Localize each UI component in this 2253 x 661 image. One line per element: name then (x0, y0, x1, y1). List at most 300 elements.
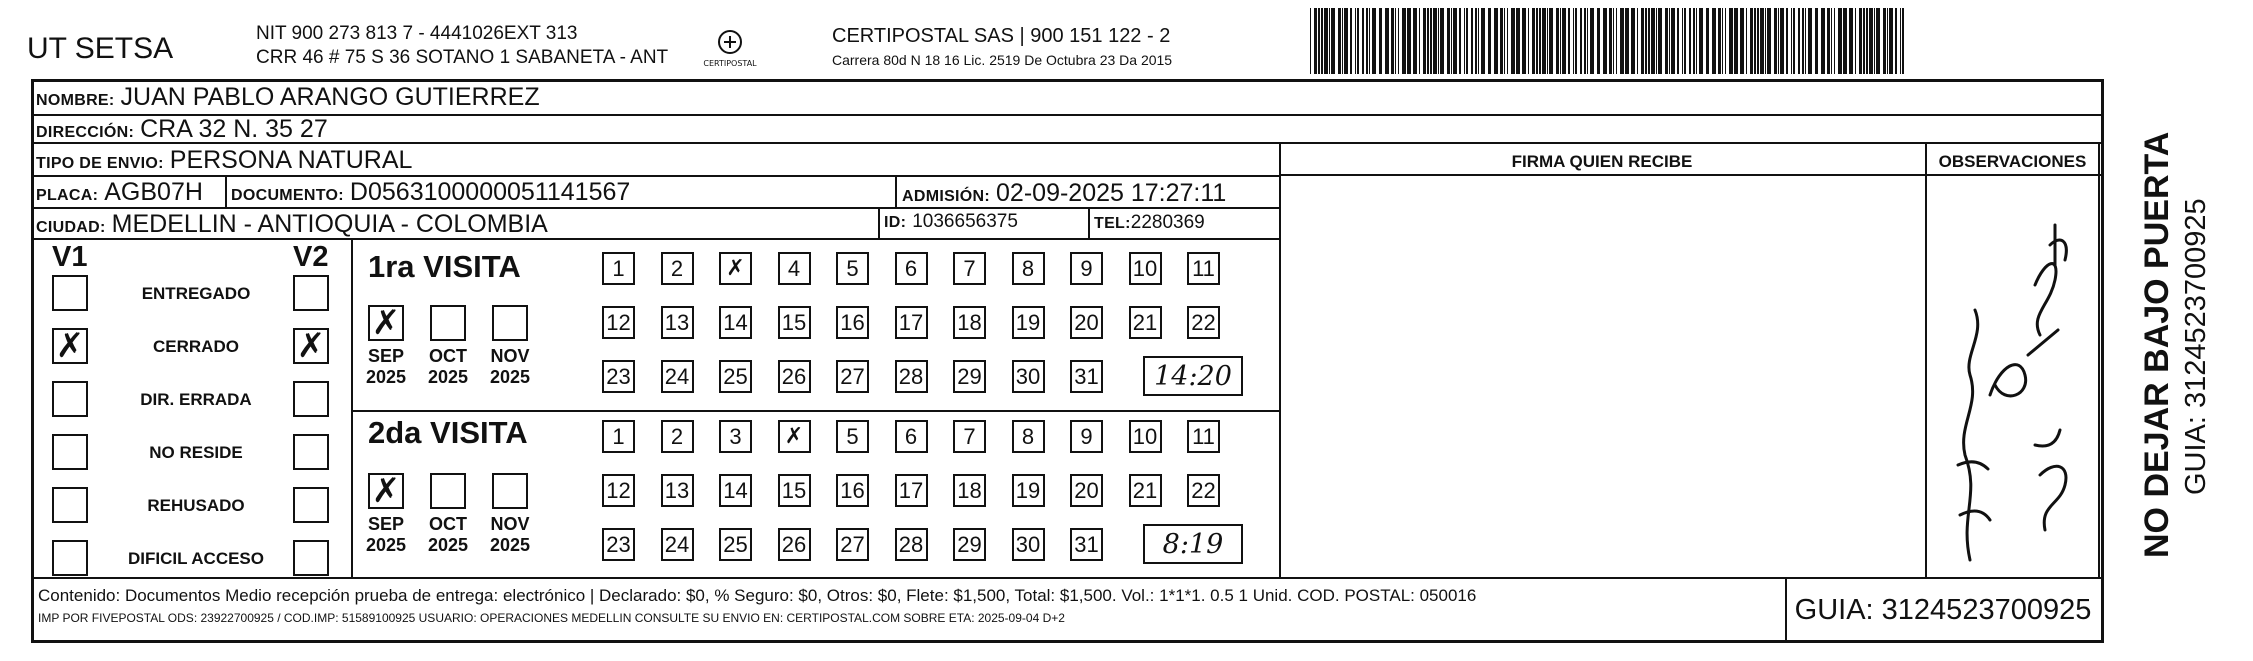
barcode-bar (1575, 8, 1577, 74)
barcode-bar (1362, 8, 1364, 74)
barcode-bar (1889, 8, 1893, 74)
barcode-bar (1750, 8, 1753, 74)
day-box[interactable]: 7 (953, 252, 986, 285)
day-box[interactable]: 29 (953, 360, 986, 393)
divider (31, 577, 2104, 579)
barcode-bar (1637, 8, 1638, 74)
barcode-bar (1648, 8, 1650, 74)
barcode-bar (1385, 8, 1389, 74)
day-box[interactable]: 25 (719, 360, 752, 393)
barcode-bar (1887, 8, 1888, 74)
barcode-bar (1430, 8, 1432, 74)
barcode-icon (1310, 8, 1910, 74)
barcode-bar (1798, 8, 1800, 74)
month-checkbox[interactable] (492, 305, 528, 341)
barcode-bar (1547, 8, 1548, 74)
day-box[interactable]: 1 (602, 420, 635, 453)
barcode-bar (1528, 8, 1529, 74)
day-box[interactable]: 3 (719, 420, 752, 453)
guia-number: GUIA: 3124523700925 (1794, 594, 2092, 626)
barcode-bar (1651, 8, 1655, 74)
barcode-bar (1453, 8, 1457, 74)
barcode-bar (1665, 8, 1668, 74)
barcode-bar (1616, 8, 1617, 74)
status-label: REHUSADO (147, 496, 245, 515)
barcode-bar (1464, 8, 1465, 74)
barcode-bar (1645, 8, 1647, 74)
barcode-bar (1693, 8, 1695, 74)
nombre-row (36, 83, 540, 112)
day-box[interactable]: 14 (719, 306, 752, 339)
divider (1279, 142, 1281, 577)
barcode-bar (1402, 8, 1406, 74)
divider (1925, 142, 1927, 577)
day-box[interactable]: 12 (602, 474, 635, 507)
check-mark-icon: ✗ (371, 471, 401, 511)
checkbox-v2[interactable] (293, 434, 329, 470)
barcode-bar (1536, 8, 1538, 74)
ciudad-cell (36, 210, 548, 239)
month-checkbox[interactable] (430, 305, 466, 341)
barcode-bar (1722, 8, 1723, 74)
barcode-bar (1500, 8, 1503, 74)
year-label: 2025 (427, 535, 469, 555)
direccion-value: CRA 32 N. 35 27 (140, 115, 328, 143)
barcode-bar (1689, 8, 1691, 74)
placa-cell (36, 178, 203, 207)
barcode-bar (1398, 8, 1399, 74)
id-label: ID: (884, 214, 907, 231)
barcode-bar (1786, 8, 1788, 74)
barcode-bar (1843, 8, 1847, 74)
month-label: SEP (367, 346, 405, 366)
day-box[interactable]: 31 (1070, 528, 1103, 561)
day-box[interactable]: 1 (602, 252, 635, 285)
month-label: OCT (429, 514, 467, 534)
direccion-row (36, 115, 328, 144)
barcode-bar (1876, 8, 1880, 74)
day-box[interactable]: 22 (1187, 474, 1220, 507)
certipostal-info (832, 24, 1172, 72)
day-box[interactable]: 10 (1129, 420, 1162, 453)
documento-value: D0563100000051141567 (349, 178, 631, 206)
v2-header: V2 (293, 241, 329, 273)
observaciones-header: OBSERVACIONES (1938, 152, 2087, 171)
barcode-bar (1568, 8, 1570, 74)
checkbox-v1[interactable] (52, 487, 88, 523)
divider (1088, 207, 1090, 238)
barcode-bar (1321, 8, 1323, 74)
documento-cell (231, 178, 630, 207)
barcode-bar (1560, 8, 1561, 74)
ciudad-label: CIUDAD: (36, 219, 106, 236)
day-box[interactable]: 7 (953, 420, 986, 453)
day-box[interactable]: 8 (1012, 252, 1045, 285)
barcode-bar (1413, 8, 1417, 74)
day-box[interactable]: 30 (1012, 528, 1045, 561)
barcode-bar (1556, 8, 1559, 74)
day-box[interactable]: 29 (953, 528, 986, 561)
barcode-bar (1590, 8, 1594, 74)
barcode-bar (1344, 8, 1348, 74)
day-box[interactable]: 16 (836, 474, 869, 507)
barcode-bar (1895, 8, 1897, 74)
day-box[interactable]: 11 (1187, 252, 1220, 285)
day-box[interactable]: 11 (1187, 420, 1220, 453)
barcode-bar (1734, 8, 1738, 74)
barcode-bar (1831, 8, 1832, 74)
check-mark-icon: ✗ (296, 326, 326, 366)
checkbox-v1[interactable] (52, 540, 88, 576)
month-checkbox[interactable] (492, 473, 528, 509)
barcode-bar (1573, 8, 1574, 74)
barcode-bar (1539, 8, 1541, 74)
barcode-bar (1620, 8, 1624, 74)
barcode-bar (1587, 8, 1588, 74)
barcode-bar (1658, 8, 1662, 74)
barcode-bar (1802, 8, 1804, 74)
barcode-bar (1338, 8, 1341, 74)
barcode-bar (1329, 8, 1330, 74)
day-box[interactable]: 24 (661, 360, 694, 393)
barcode-bar (1609, 8, 1612, 74)
checkbox-v1[interactable] (52, 381, 88, 417)
tel-value: 2280369 (1130, 212, 1205, 233)
day-box[interactable]: 17 (895, 306, 928, 339)
barcode-bar (1808, 8, 1812, 74)
no-dejar-bajo-puerta: NO DEJAR BAJO PUERTA (2138, 131, 2176, 558)
barcode-bar (1433, 8, 1437, 74)
day-box[interactable]: 22 (1187, 306, 1220, 339)
barcode-bar (1494, 8, 1498, 74)
status-label: DIR. ERRADA (140, 390, 252, 409)
day-box[interactable]: 26 (778, 528, 811, 561)
divider (878, 207, 880, 238)
barcode-bar (1440, 8, 1444, 74)
barcode-bar (1488, 8, 1491, 74)
admision-cell (902, 179, 1226, 208)
month-label: OCT (429, 346, 467, 366)
barcode-bar (1696, 8, 1697, 74)
visit1-title: 1ra VISITA (368, 249, 521, 284)
nombre-label: NOMBRE: (36, 92, 115, 109)
barcode-bar (1754, 8, 1756, 74)
day-box[interactable]: ✗ (719, 252, 752, 285)
checkbox-v1[interactable] (52, 275, 88, 311)
divider (1279, 174, 2104, 176)
day-box[interactable]: 26 (778, 360, 811, 393)
divider (31, 142, 2104, 144)
day-box[interactable]: 30 (1012, 360, 1045, 393)
id-cell (884, 211, 1018, 233)
tipo-value: PERSONA NATURAL (169, 146, 413, 174)
barcode-bar (1324, 8, 1328, 74)
day-box[interactable]: 27 (836, 360, 869, 393)
day-box[interactable]: 19 (1012, 474, 1045, 507)
barcode-bar (1481, 8, 1485, 74)
barcode-bar (1451, 8, 1452, 74)
placa-value: AGB07H (104, 178, 203, 206)
day-box[interactable]: 19 (1012, 306, 1045, 339)
day-box[interactable]: 20 (1070, 306, 1103, 339)
barcode-bar (1391, 8, 1394, 74)
barcode-bar (1838, 8, 1842, 74)
checkbox-v2[interactable] (293, 381, 329, 417)
month-label: NOV (490, 346, 530, 366)
barcode-bar (1765, 8, 1766, 74)
barcode-bar (1379, 8, 1382, 74)
day-box[interactable]: 21 (1129, 474, 1162, 507)
divider (351, 410, 1279, 412)
barcode-bar (1355, 8, 1356, 74)
barcode-bar (1471, 8, 1473, 74)
day-box[interactable]: 23 (602, 528, 635, 561)
day-box[interactable]: 15 (778, 306, 811, 339)
barcode-bar (1331, 8, 1335, 74)
barcode-bar (1507, 8, 1508, 74)
barcode-bar (1314, 8, 1317, 74)
nit-line: NIT 900 273 813 7 - 4441026EXT 313 (256, 23, 578, 44)
tipo-row (36, 146, 412, 175)
handwritten-observation-icon (1930, 215, 2095, 570)
barcode-bar (1631, 8, 1635, 74)
license-line: Carrera 80d N 18 16 Lic. 2519 De Octubra 23 Da 2015 (832, 52, 1173, 68)
barcode-bar (1318, 8, 1320, 74)
barcode-bar (1522, 8, 1526, 74)
barcode-bar (1778, 8, 1779, 74)
day-box[interactable]: 8 (1012, 420, 1045, 453)
barcode-bar (1682, 8, 1683, 74)
barcode-bar (1656, 8, 1657, 74)
barcode-bar (1357, 8, 1359, 74)
day-box[interactable]: 2 (661, 420, 694, 453)
status-label: CERRADO (153, 337, 239, 356)
month-label: SEP (367, 514, 405, 534)
barcode-bar (1419, 8, 1420, 74)
admision-value: 02-09-2025 17:27:11 (996, 179, 1227, 207)
barcode-bar (1902, 8, 1904, 74)
barcode-bar (1863, 8, 1865, 74)
barcode-bar (1603, 8, 1607, 74)
barcode-bar (1584, 8, 1586, 74)
day-box[interactable]: 16 (836, 306, 869, 339)
year-label: 2025 (489, 367, 531, 387)
barcode-bar (1511, 8, 1515, 74)
admision-label: ADMISIÓN: (902, 188, 991, 205)
barcode-bar (1549, 8, 1553, 74)
checkbox-v2[interactable] (293, 275, 329, 311)
nombre-value: JUAN PABLO ARANGO GUTIERREZ (120, 83, 540, 111)
checkbox-v2[interactable] (293, 540, 329, 576)
barcode-bar (1641, 8, 1644, 74)
barcode-bar (1729, 8, 1733, 74)
checkbox-v1[interactable] (52, 434, 88, 470)
day-box[interactable]: 12 (602, 306, 635, 339)
barcode-bar (1900, 8, 1901, 74)
barcode-bar (1821, 8, 1825, 74)
tel-label: TEL: (1094, 215, 1131, 232)
visit2-title: 2da VISITA (368, 415, 528, 450)
check-mark-icon: ✗ (371, 303, 401, 343)
barcode-bar (1597, 8, 1600, 74)
barcode-bar (1669, 8, 1670, 74)
barcode-bar (1366, 8, 1368, 74)
ciudad-value: MEDELLIN - ANTIOQUIA - COLOMBIA (111, 210, 548, 238)
barcode-bar (1827, 8, 1830, 74)
barcode-bar (1746, 8, 1747, 74)
day-box[interactable]: 28 (895, 360, 928, 393)
divider (1785, 577, 1787, 643)
barcode-bar (1478, 8, 1479, 74)
address-line: CRR 46 # 75 S 36 SOTANO 1 SABANETA - ANT (256, 47, 669, 68)
footer-print-info: IMP POR FIVEPOSTAL ODS: 23922700925 / COD.IMP: 51589100925 USUARIO: OPERACIONES MEDELLIN CONSULTE SU ENVIO EN: CERTIPOSTAL.COM SOBRE ETA: 2025-09-04 D+2 (38, 611, 1065, 625)
barcode-bar (1310, 8, 1311, 74)
barcode-bar (1855, 8, 1856, 74)
day-box[interactable]: 13 (661, 306, 694, 339)
barcode-bar (1757, 8, 1759, 74)
certipostal-line: CERTIPOSTAL SAS | 900 151 122 - 2 (832, 25, 1171, 47)
barcode-bar (1849, 8, 1853, 74)
firma-header: FIRMA QUIEN RECIBE (1511, 152, 1693, 171)
status-label: DIFICIL ACCESO (127, 549, 264, 568)
barcode-bar (1407, 8, 1411, 74)
barcode-bar (1580, 8, 1582, 74)
barcode-bar (1740, 8, 1744, 74)
year-label: 2025 (365, 367, 407, 387)
barcode-bar (1466, 8, 1468, 74)
month-checkbox[interactable] (430, 473, 466, 509)
barcode-bar (1516, 8, 1520, 74)
year-label: 2025 (365, 535, 407, 555)
status-label: ENTREGADO (141, 284, 251, 303)
company-name: UT SETSA (27, 32, 174, 65)
barcode-bar (1869, 8, 1873, 74)
tel-cell (1094, 212, 1205, 234)
divider (225, 175, 227, 207)
divider (31, 114, 2104, 116)
divider (351, 238, 353, 577)
divider (31, 175, 1279, 177)
day-box[interactable]: 2 (661, 252, 694, 285)
barcode-bar (1438, 8, 1439, 74)
barcode-bar (1793, 8, 1795, 74)
day-box[interactable]: 5 (836, 252, 869, 285)
barcode-bar (1625, 8, 1629, 74)
certipostal-logo-icon (702, 26, 758, 72)
svg-text:CERTIPOSTAL: CERTIPOSTAL (703, 59, 757, 68)
day-box[interactable]: 9 (1070, 420, 1103, 453)
divider (895, 175, 897, 207)
barcode-bar (1504, 8, 1505, 74)
day-box[interactable]: 9 (1070, 252, 1103, 285)
barcode-bar (1342, 8, 1343, 74)
barcode-bar (1542, 8, 1546, 74)
barcode-bar (1718, 8, 1721, 74)
barcode-bar (1369, 8, 1370, 74)
checkbox-v2[interactable] (293, 487, 329, 523)
barcode-bar (1372, 8, 1376, 74)
barcode-bar (1395, 8, 1396, 74)
visit-time: 14:20 (1143, 356, 1243, 396)
check-mark-icon: ✗ (55, 326, 85, 366)
divider (2098, 142, 2100, 577)
status-label: NO RESIDE (149, 443, 243, 462)
barcode-bar (1791, 8, 1792, 74)
day-box[interactable]: 6 (895, 252, 928, 285)
barcode-bar (1760, 8, 1764, 74)
barcode-bar (1699, 8, 1703, 74)
barcode-bar (1475, 8, 1477, 74)
barcode-bar (1883, 8, 1886, 74)
barcode-bar (1427, 8, 1429, 74)
barcode-bar (1774, 8, 1777, 74)
day-box[interactable]: 14 (719, 474, 752, 507)
day-box[interactable]: 13 (661, 474, 694, 507)
day-box[interactable]: 21 (1129, 306, 1162, 339)
year-label: 2025 (427, 367, 469, 387)
barcode-bar (1815, 8, 1818, 74)
v1-header: V1 (52, 241, 88, 273)
barcode-bar (1805, 8, 1806, 74)
barcode-bar (1834, 8, 1835, 74)
day-box[interactable]: ✗ (778, 420, 811, 453)
day-box[interactable]: 31 (1070, 360, 1103, 393)
barcode-bar (1532, 8, 1535, 74)
barcode-bar (1712, 8, 1716, 74)
day-box[interactable]: 6 (895, 420, 928, 453)
barcode-bar (1725, 8, 1726, 74)
barcode-bar (1684, 8, 1686, 74)
id-value: 1036656375 (912, 211, 1018, 232)
footer-content: Contenido: Documentos Medio recepción prueba de entrega: electrónico | Declarado: $0, % Seguro: $0, Otros: $0, Flete: $1,500, Total: $1,500. Vol.: 1*1*1. 0.5 1 Unid. COD. POSTAL: 050016 (38, 586, 1477, 605)
day-box[interactable]: 27 (836, 528, 869, 561)
barcode-bar (1767, 8, 1771, 74)
tipo-label: TIPO DE ENVIO: (36, 155, 164, 172)
barcode-bar (1859, 8, 1862, 74)
day-box[interactable]: 15 (778, 474, 811, 507)
barcode-bar (1459, 8, 1461, 74)
direccion-label: DIRECCIÓN: (36, 124, 135, 141)
barcode-bar (1562, 8, 1566, 74)
day-box[interactable]: 5 (836, 420, 869, 453)
day-box[interactable]: 23 (602, 360, 635, 393)
visit-time: 8:19 (1143, 524, 1243, 564)
month-label: NOV (490, 514, 530, 534)
day-box[interactable]: 17 (895, 474, 928, 507)
year-label: 2025 (489, 535, 531, 555)
day-box[interactable]: 10 (1129, 252, 1162, 285)
day-box[interactable]: 24 (661, 528, 694, 561)
barcode-bar (1706, 8, 1709, 74)
barcode-bar (1874, 8, 1875, 74)
barcode-bar (1613, 8, 1614, 74)
barcode-bar (1866, 8, 1868, 74)
barcode-bar (1423, 8, 1426, 74)
placa-label: PLACA: (36, 187, 99, 204)
documento-label: DOCUMENTO: (231, 187, 344, 204)
day-box[interactable]: 18 (953, 474, 986, 507)
barcode-bar (1447, 8, 1450, 74)
day-box[interactable]: 4 (778, 252, 811, 285)
barcode-bar (1350, 8, 1352, 74)
day-box[interactable]: 25 (719, 528, 752, 561)
day-box[interactable]: 18 (953, 306, 986, 339)
side-guia: GUIA: 3124523700925 (2180, 198, 2212, 495)
barcode-bar (1780, 8, 1784, 74)
company-info (256, 22, 668, 70)
day-box[interactable]: 28 (895, 528, 928, 561)
day-box[interactable]: 20 (1070, 474, 1103, 507)
